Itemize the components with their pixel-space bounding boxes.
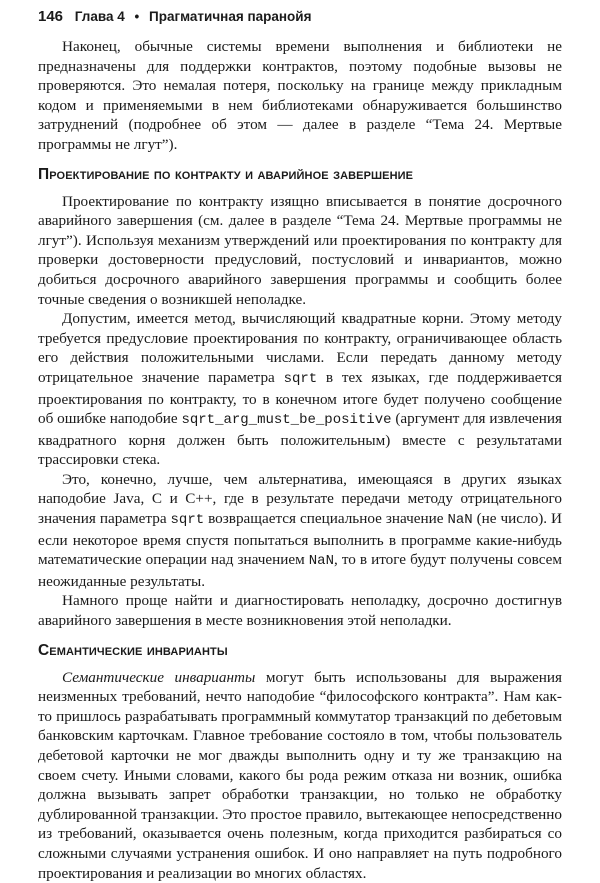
text-run: в тех языках, где поддерживается проектирования по контракту, то в конечном итоге будет получено сообщение об ошибке наподобие [38,368,562,428]
code-error-name: sqrt_arg_must_be_positive [181,412,392,429]
chapter-title: Прагматичная паранойя [149,9,312,24]
chapter-label: Глава 4 [74,9,125,24]
invariants-paragraph [38,668,562,883]
code-nan: NaN [447,512,473,529]
dbc-paragraph-3 [38,470,562,592]
intro-paragraph: Наконец, обычные системы времени выполнения и библиотеки не предназначены для поддержки контрактов, поэтому подобные вызовы не проверяются. Это немалая потеря, поскольку на границе между прикладным кодом и применяемыми в нем библиотеками обнаруживается большинство затруднений (подробнее об этом — далее в разделе “Тема 24. Мертвые программы не лгут”). [38,38,562,153]
term-emphasis: Семантические инварианты [62,668,256,686]
running-head [38,8,562,25]
text-run: могут быть использованы для выражения неизменных требований, нечто наподобие “философского контракта”. Нам как-то пришлось разрабатывать программный коммутатор транзакций по дебетовым банковским карточкам. Главное требование состояло в том, чтобы пользователь дебетовой карточки не мог дважды выполнить одну и ту же транзакцию на своем счету. Иными словами, какого бы рода режим отказа ни возник, ошибка должна вызывать запрет обработки транзакции, но только не обработку дублированной транзакции. Это простое правило, вытекающее непосредственно из требований, оказывается очень полезным, когда приходится разбираться со сложными случаями устранения ошибок. И оно направляет на путь подробного проектирования и реализации во многих областях. [38,668,562,882]
text-run: (аргумент для извлечения квадратного корня должен быть положительным) вместе с результатами трассировки стека. [38,410,562,469]
text-run: Допустим, имеется метод, вычисляющий квадратные корни. Этому методу требуется предусловие проектирования по контракту, ограничивающее область его действия положительными числами. Если передать данному методу отрицательное значение параметра [38,310,562,386]
text-run: возвращается специальное значение [204,510,448,528]
section-heading-dbc-crash: Проектирование по контракту и аварийное завершение [38,165,414,183]
header-separator: • [134,9,140,24]
text-run: , то в итоге будут получены совсем неожиданные результаты. [38,551,562,590]
section-heading-semantic-invariants: Семантические инварианты [38,641,228,659]
code-nan: NaN [308,553,334,570]
dbc-paragraph-2 [38,309,562,470]
page-number: 146 [38,8,64,25]
dbc-paragraph-4: Намного проще найти и диагностировать неполадку, досрочно достигнув аварийного завершения в месте возникновения этой неполадки. [38,592,562,630]
code-sqrt: sqrt [283,370,318,387]
dbc-paragraph-1: Проектирование по контракту изящно вписывается в понятие досрочного аварийного завершения (см. далее в разделе “Тема 24. Мертвые программы не лгут”). Используя механизм утверждений или проектирования по контракту для проверки достоверности предусловий, постусловий и инвариантов, можно добиться досрочного аварийного завершения программы и сообщить более точные сведения о возникшей неполадке. [38,192,562,308]
code-sqrt: sqrt [170,512,205,529]
text-run: Это, конечно, лучше, чем альтернатива, имеющаяся в других языках наподобие Java, C и C++, где в результате передачи методу отрицательного значения параметра [38,470,562,528]
text-run: (не число). И если некоторое время спустя попытаться выполнить в программе какие-нибудь математические операции над значением [38,510,562,569]
